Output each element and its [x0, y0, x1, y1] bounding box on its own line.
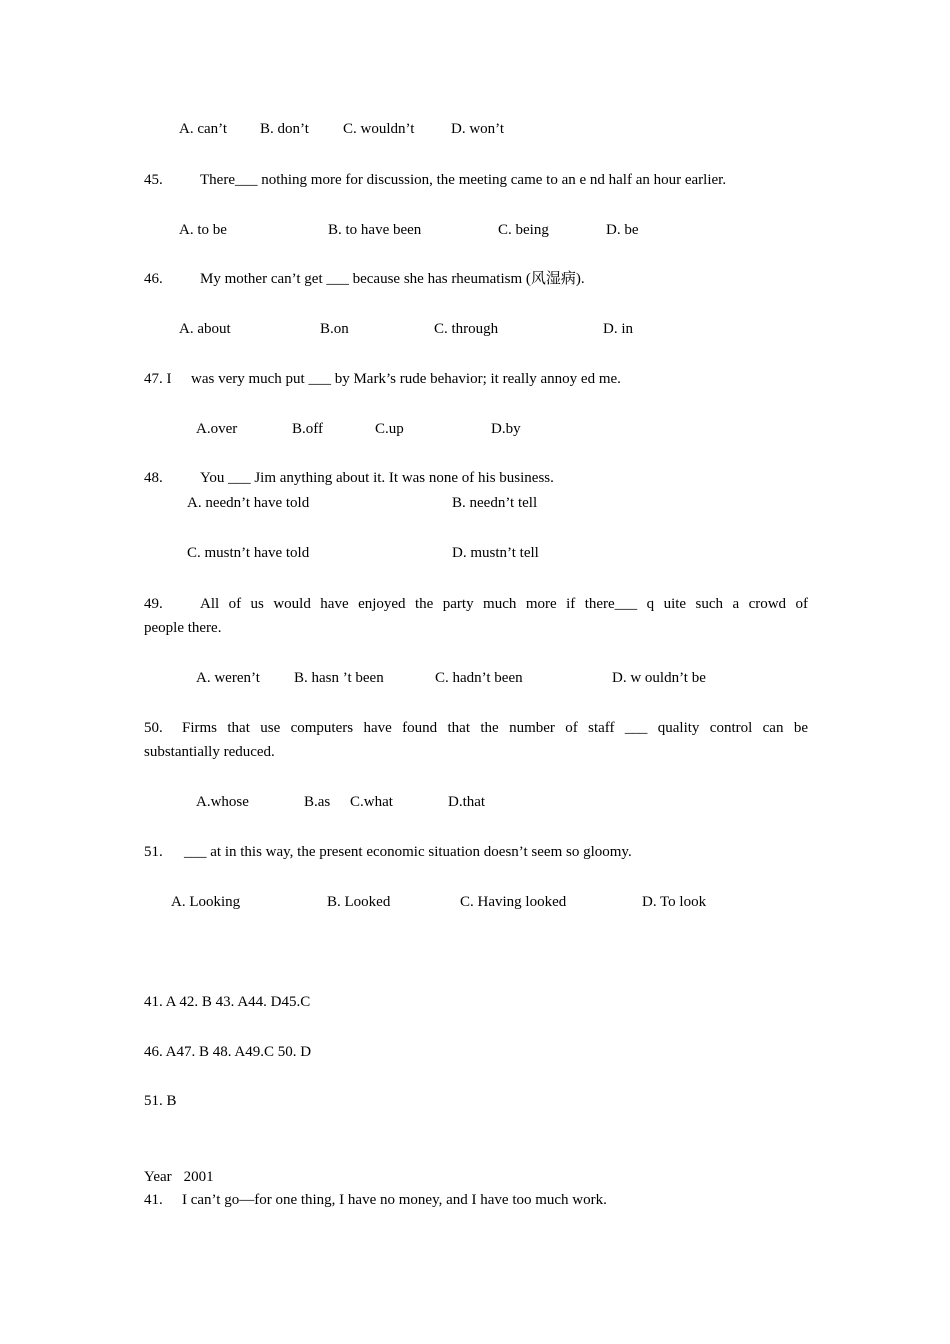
q51-option-d: D. To look [642, 894, 707, 910]
q47-option-a: A.over [196, 421, 238, 437]
q47-option-b: B.off [292, 421, 323, 437]
question-number: 41. [144, 1192, 163, 1208]
q44-option-a: A. can’t [179, 121, 228, 137]
q48-option-d: D. mustn’t tell [452, 545, 539, 561]
q51-option-b: B. Looked [327, 894, 391, 910]
q46-option-d: D. in [603, 321, 633, 337]
question-number: 51. [144, 844, 163, 860]
question-50-line-2: substantially reduced. [144, 744, 275, 760]
q45-option-a: A. to be [179, 222, 227, 238]
q50-option-c: C.what [350, 794, 393, 810]
answer-line-3: 51. B [144, 1093, 177, 1109]
q48-option-b: B. needn’t tell [452, 495, 538, 511]
question-number: 50. [144, 720, 163, 736]
question-49 [144, 595, 808, 613]
question-47 [144, 370, 621, 388]
q49-option-b: B. hasn ’t been [294, 670, 384, 686]
q48-option-a: A. needn’t have told [187, 495, 310, 511]
q48-option-c: C. mustn’t have told [187, 545, 310, 561]
year-heading [144, 1168, 214, 1186]
question-46 [144, 270, 585, 288]
q45-option-b: B. to have been [328, 222, 422, 238]
q47-option-c: C.up [375, 421, 404, 437]
question-50 [144, 719, 808, 737]
q50-option-a: A.whose [196, 794, 249, 810]
q45-option-d: D. be [606, 222, 639, 238]
q44-option-c: C. wouldn’t [343, 121, 415, 137]
question-text: was very much put ___ by Mark’s rude behavior; it really annoy ed me. [191, 371, 621, 387]
question-text: ___ at in this way, the present economic situation doesn’t seem so gloomy. [184, 844, 632, 860]
question-45 [144, 171, 726, 189]
question-51 [144, 843, 632, 861]
question-text-line-1: Firms that use computers have found that the number of staff ___ quality control can be [182, 720, 808, 736]
q51-option-a: A. Looking [171, 894, 241, 910]
q50-option-d: D.that [448, 794, 486, 810]
q44-option-b: B. don’t [260, 121, 309, 137]
q49-option-c: C. hadn’t been [435, 670, 523, 686]
question-text: I can’t go—for one thing, I have no money, and I have too much work. [182, 1192, 607, 1208]
question-number: 47. I [144, 371, 172, 387]
question-49-line-2: people there. [144, 620, 222, 636]
question-text: You ___ Jim anything about it. It was none of his business. [200, 470, 554, 486]
question-41-2001 [144, 1191, 607, 1209]
q46-option-c: C. through [434, 321, 499, 337]
question-number: 45. [144, 172, 163, 188]
year-label: Year [144, 1169, 172, 1185]
q49-option-d: D. w ouldn’t be [612, 670, 706, 686]
q46-option-a: A. about [179, 321, 231, 337]
question-number: 48. [144, 470, 163, 486]
question-number: 46. [144, 271, 163, 287]
q47-option-d: D.by [491, 421, 521, 437]
question-text-line-1: All of us would have enjoyed the party much more if there___ q uite such a crowd of [200, 596, 808, 612]
answer-line-2: 46. A47. B 48. A49.C 50. D [144, 1044, 312, 1060]
q44-option-d: D. won’t [451, 121, 505, 137]
q49-option-a: A. weren’t [196, 670, 260, 686]
question-48 [144, 469, 554, 487]
q45-option-c: C. being [498, 222, 549, 238]
year-value: 2001 [183, 1169, 214, 1185]
question-text: There___ nothing more for discussion, the meeting came to an e nd half an hour earlier. [200, 172, 727, 188]
question-number: 49. [144, 596, 163, 612]
question-text: My mother can’t get ___ because she has rheumatism (风湿病). [200, 271, 585, 287]
q51-option-c: C. Having looked [460, 894, 567, 910]
answer-line-1: 41. A 42. B 43. A44. D45.C [144, 994, 311, 1010]
q50-option-b: B.as [304, 794, 331, 810]
q46-option-b: B.on [320, 321, 349, 337]
